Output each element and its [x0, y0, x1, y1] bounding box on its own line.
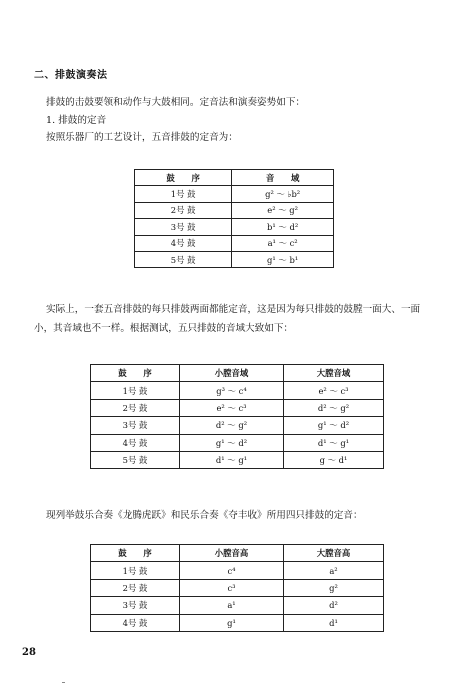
table-cell: 2号 鼓 [91, 399, 180, 416]
table-row [135, 186, 334, 202]
paragraph: 实际上，一套五音排鼓的每只排鼓两面都能定音，这是因为每只排鼓的鼓膛一面大、一面 [46, 304, 421, 315]
table-cell: 3号 鼓 [91, 597, 180, 614]
table-header: 鼓 序 [135, 170, 232, 186]
table-row [91, 451, 384, 468]
table-cell: 2号 鼓 [135, 202, 232, 218]
table-cell: g ～ d¹ [284, 451, 384, 468]
table-cell: a¹ ～ c² [232, 235, 334, 251]
table-cell: 5号 鼓 [91, 451, 180, 468]
table-row [91, 382, 384, 399]
table-cell: d² [284, 597, 384, 614]
tuning-table [134, 169, 334, 268]
table-row [91, 562, 384, 579]
table-cell: 1号 鼓 [91, 382, 180, 399]
page-number: 28 [22, 647, 36, 658]
table-cell: g¹ ～ d² [284, 417, 384, 434]
table-cell: 4号 鼓 [91, 434, 180, 451]
table-cell: g¹ ～ d² [180, 434, 284, 451]
table-cell: d¹ ～ g¹ [284, 434, 384, 451]
table-row [135, 251, 334, 267]
table-cell: g¹ ～ b¹ [232, 251, 334, 267]
table-header: 鼓 序 [91, 365, 180, 382]
table-cell: g² [284, 579, 384, 596]
paragraph: 按照乐器厂的工艺设计，五音排鼓的定音为： [46, 132, 238, 143]
range-table [90, 364, 384, 469]
table-cell: c³ [180, 579, 284, 596]
table-cell: g³ ～ c⁴ [180, 382, 284, 399]
table-cell: b¹ ～ d² [232, 219, 334, 235]
table-row [91, 597, 384, 614]
table-row [91, 434, 384, 451]
paragraph: 小，其音域也不一样。根据测试，五只排鼓的音域大致如下： [34, 323, 294, 334]
table-cell: g² ～ ♭b² [232, 186, 334, 202]
table-header: 小膛音高 [180, 545, 284, 562]
table-cell: e² ～ c³ [180, 399, 284, 416]
table-row [91, 614, 384, 631]
table-cell: g¹ [180, 614, 284, 631]
table-row [91, 579, 384, 596]
table-row [135, 219, 334, 235]
table-header: 鼓 序 [91, 545, 180, 562]
table-header: 音 域 [232, 170, 334, 186]
table-row [91, 399, 384, 416]
table-cell: 5号 鼓 [135, 251, 232, 267]
scan-speck [62, 682, 65, 683]
table-header: 小膛音域 [180, 365, 284, 382]
table-cell: 2号 鼓 [91, 579, 180, 596]
table-header: 大膛音域 [284, 365, 384, 382]
table-cell: 4号 鼓 [135, 235, 232, 251]
table-cell: c⁴ [180, 562, 284, 579]
subheading: 1. 排鼓的定音 [46, 115, 107, 126]
section-heading: 二、排鼓演奏法 [34, 70, 108, 81]
table-cell: a² [284, 562, 384, 579]
table-cell: 3号 鼓 [135, 219, 232, 235]
table-cell: 1号 鼓 [135, 186, 232, 202]
table-cell: d² ～ g² [284, 399, 384, 416]
table-cell: a¹ [180, 597, 284, 614]
pitch-table [90, 544, 384, 632]
table-header: 大膛音高 [284, 545, 384, 562]
table-cell: e² ～ c³ [284, 382, 384, 399]
table-cell: d² ～ g² [180, 417, 284, 434]
paragraph: 排鼓的击鼓要领和动作与大鼓相同。定音法和演奏姿势如下： [46, 97, 306, 108]
table-row [91, 417, 384, 434]
table-cell: 1号 鼓 [91, 562, 180, 579]
table-cell: 4号 鼓 [91, 614, 180, 631]
table-row [135, 235, 334, 251]
table-cell: d¹ [284, 614, 384, 631]
table-cell: 3号 鼓 [91, 417, 180, 434]
table-cell: d¹ ～ g¹ [180, 451, 284, 468]
paragraph: 现列举鼓乐合奏《龙腾虎跃》和民乐合奏《夺丰收》所用四只排鼓的定音： [46, 510, 363, 521]
table-cell: e² ～ g² [232, 202, 334, 218]
table-row [135, 202, 334, 218]
